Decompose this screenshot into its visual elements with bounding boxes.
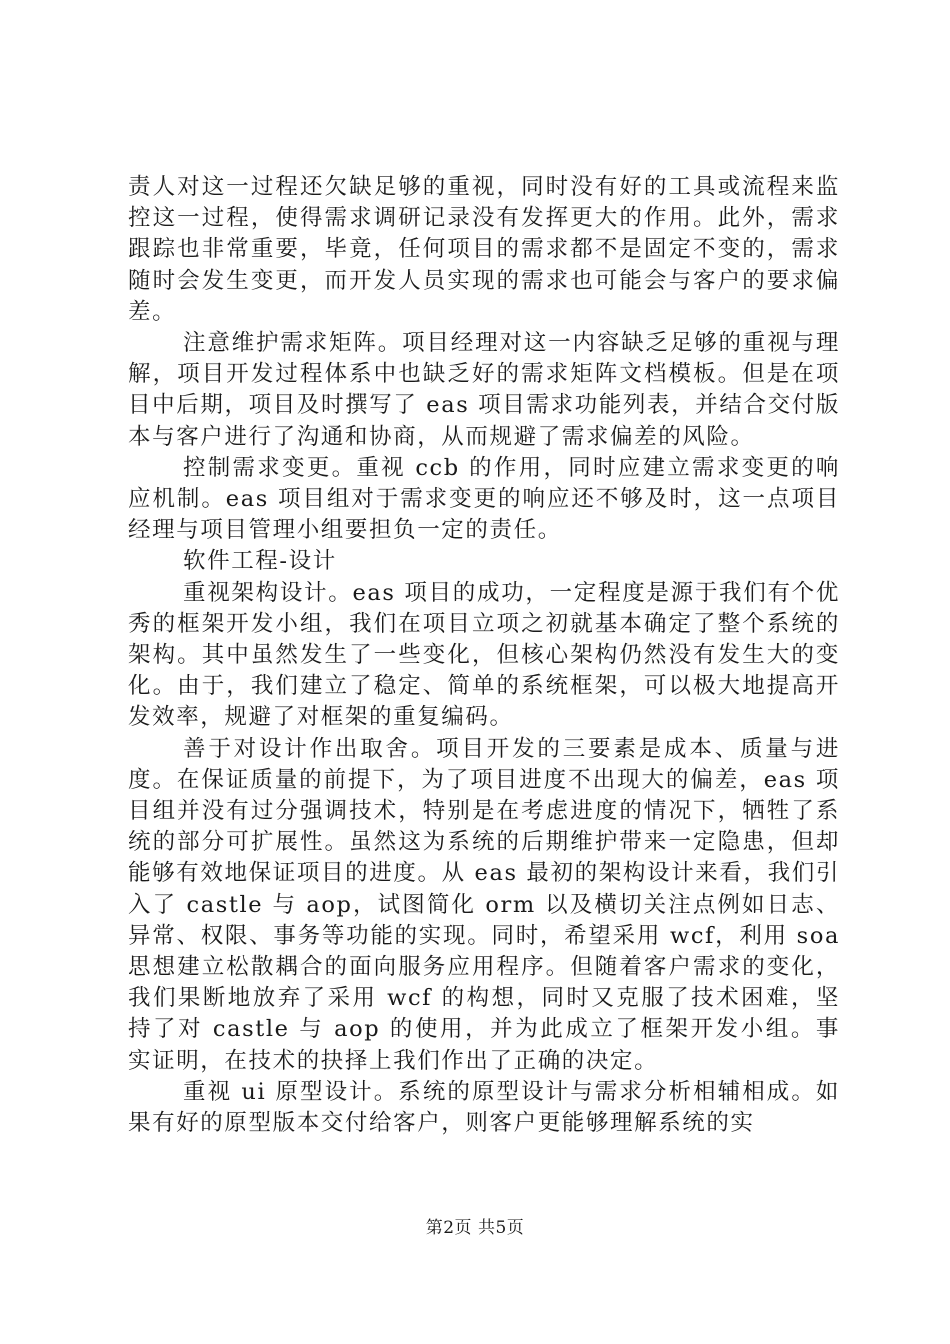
page-footer: 第2页 共5页 bbox=[425, 1218, 525, 1238]
section-heading-design: 软件工程-设计 bbox=[183, 548, 337, 575]
paragraph-design-tradeoffs: 善于对设计作出取舍。项目开发的三要素是成本、质量与进度。在保证质量的前提下，为了项目进度不出现大的偏差，eas 项目组并没有过分强调技术，特别是在考虑进度的情况下，牺牲了系统的部分可扩展性。虽然这为系统的后期维护带来一定隐患，但却能够有效地保证项目的进度。从 eas 最初的架构设计来看，我们引入了 castle 与 aop，试图简化 orm 以及横切关注点例如日志、异常、权限、事务等功能的实现。同时，希望采用 wcf，利用 soa 思想建立松散耦合的面向服务应用程序。但随着客户需求的变化，我们果断地放弃了采用 wcf 的构想，同时又克服了技术困难，坚持了对 castle 与 aop 的使用，并为此成立了框架开发小组。事实证明，在技术的抉择上我们作出了正确的决定。 bbox=[128, 735, 840, 1074]
paragraph-requirement-matrix: 注意维护需求矩阵。项目经理对这一内容缺乏足够的重视与理解，项目开发过程体系中也缺乏好的需求矩阵文档模板。但是在项目中后期，项目及时撰写了 eas 项目需求功能列表，并结合交付版本与客户进行了沟通和协商，从而规避了需求偏差的风险。 bbox=[128, 330, 840, 450]
paragraph-requirement-change: 控制需求变更。重视 ccb 的作用，同时应建立需求变更的响应机制。eas 项目组对于需求变更的响应还不够及时，这一点项目经理与项目管理小组要担负一定的责任。 bbox=[128, 454, 840, 544]
paragraph-continuation: 责人对这一过程还欠缺足够的重视，同时没有好的工具或流程来监控这一过程，使得需求调研记录没有发挥更大的作用。此外，需求跟踪也非常重要，毕竟，任何项目的需求都不是固定不变的，需求随时会发生变更，而开发人员实现的需求也可能会与客户的要求偏差。 bbox=[128, 174, 840, 325]
document-body bbox=[128, 172, 840, 1139]
paragraph-ui-prototype: 重视 ui 原型设计。系统的原型设计与需求分析相辅相成。如果有好的原型版本交付给客户，则客户更能够理解系统的实 bbox=[128, 1078, 840, 1137]
paragraph-architecture-design: 重视架构设计。eas 项目的成功，一定程度是源于我们有个优秀的框架开发小组，我们在项目立项之初就基本确定了整个系统的架构。其中虽然发生了一些变化，但核心架构仍然没有发生大的变化。由于，我们建立了稳定、简单的系统框架，可以极大地提高开发效率，规避了对框架的重复编码。 bbox=[128, 579, 840, 731]
